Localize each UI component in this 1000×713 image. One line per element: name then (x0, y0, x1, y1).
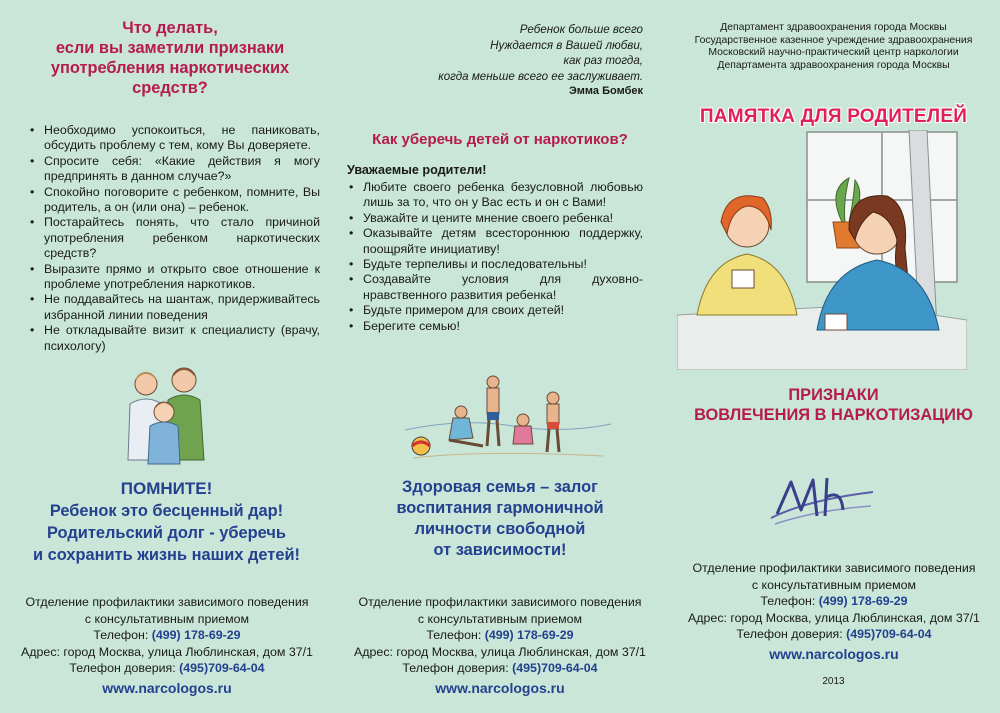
left-advice-list (28, 123, 320, 354)
list-item: • Постарайтесь понять, что стало причиной употребления ребенком наркотических средств? (28, 215, 320, 261)
list-item: • Спросите себя: «Какие действия я могу предпринять в данном случае?» (28, 154, 320, 185)
contact-address: Адрес: город Москва, улица Люблинская, дом 37/1 (21, 644, 313, 659)
website-link[interactable]: www.narcologos.ru (435, 679, 565, 696)
epigraph (373, 22, 643, 100)
contact-dept-line: Отделение профилактики зависимого поведения (358, 595, 642, 609)
contact-address: Адрес: город Москва, улица Люблинская, дом 37/1 (354, 644, 646, 659)
slogan-line: от зависимости! (433, 541, 567, 559)
contact-dept-line: Отделение профилактики зависимого поведения (25, 595, 309, 609)
subtitle-line: ВОВЛЕЧЕНИЯ В НАРКОТИЗАЦИЮ (694, 406, 973, 424)
slogan-line: личности свободной (414, 520, 586, 538)
contact-phone-row (341, 627, 659, 644)
remember-title: ПОМНИТЕ! (120, 479, 213, 498)
department-header (667, 22, 1000, 72)
slogan-line: Здоровая семья – залог (402, 478, 598, 496)
left-heading (20, 18, 320, 98)
contact-dept-line: Отделение профилактики зависимого поведения (692, 561, 976, 575)
contact-block-middle (341, 594, 659, 696)
contact-dept-line: с консультативным приемом (84, 611, 250, 626)
contact-address: Адрес: город Москва, улица Люблинская, дом 37/1 (688, 610, 980, 625)
department-line: Государственное казенное учреждение здравоохранения (694, 34, 973, 46)
epigraph-author: Эмма Бомбек (568, 85, 643, 98)
contact-dept-line: с консультативным приемом (417, 611, 583, 626)
trust-label: Телефон доверия: (736, 627, 847, 641)
list-item: • Любите своего ребенка безусловной любовью лишь за то, что он у Вас есть и он с Вами! (347, 180, 643, 211)
subtitle-block (667, 385, 1000, 425)
list-item: • Выразите прямо и открыто свое отношение к проблеме употребления наркотиков. (28, 262, 320, 293)
epigraph-line: Нуждается в Вашей любви, (490, 38, 643, 52)
remember-line: Ребенок это бесценный дар! (49, 502, 284, 520)
website-link[interactable]: www.narcologos.ru (102, 679, 232, 696)
mother-daughter-illustration (677, 130, 967, 370)
epigraph-line: как раз тогда, (563, 54, 643, 68)
phone-label: Телефон: (760, 594, 819, 608)
beach-family-illustration (403, 368, 613, 468)
middle-advice-list (347, 180, 643, 334)
department-line: Департамент здравоохранения города Москвы (720, 22, 947, 33)
list-item: • Оказывайте детям всестороннюю поддержку, поощряйте инициативу! (347, 226, 643, 257)
contact-block-right (675, 560, 993, 662)
contact-phone-row (8, 627, 326, 644)
trust-label: Телефон доверия: (69, 661, 180, 675)
phone-number: (499) 178-69-29 (151, 628, 241, 642)
trust-phone: (495)709-64-04 (179, 661, 265, 675)
contact-block-left (8, 594, 326, 696)
contact-dept-line: с консультативным приемом (751, 577, 917, 592)
left-heading-line: средств? (132, 79, 208, 97)
trust-phone: (495)709-64-04 (846, 627, 932, 641)
department-line: Московский научно-практический центр наркологии (708, 47, 959, 59)
list-item: • Необходимо успокоиться, не паниковать, обсудить проблему с тем, кому Вы доверяете. (28, 123, 320, 154)
greeting: Уважаемые родители! (347, 163, 487, 177)
list-item: • Не поддавайтесь на шантаж, придерживайтесь избранной линии поведения (28, 292, 320, 323)
publication-year: 2013 (822, 676, 845, 687)
epigraph-line: Ребенок больше всего (519, 23, 643, 36)
phone-number: (499) 178-69-29 (484, 628, 574, 642)
leaflet-title: ПАМЯТКА ДЛЯ РОДИТЕЛЕЙ (699, 106, 968, 127)
phone-number: (499) 178-69-29 (818, 594, 908, 608)
slogan-block (333, 477, 667, 561)
contact-phone-row (675, 593, 993, 610)
remember-block (10, 478, 323, 566)
list-item: • Спокойно поговорите с ребенком, помните, Вы родитель, а он (или она) – ребенок. (28, 185, 320, 216)
slogan-line: воспитания гармоничной (396, 499, 604, 517)
trust-phone: (495)709-64-04 (512, 661, 598, 675)
family-illustration (112, 360, 222, 470)
list-item: • Берегите семью! (347, 319, 643, 334)
left-panel (0, 0, 333, 713)
middle-panel (333, 0, 667, 713)
remember-line: и сохранить жизнь наших детей! (32, 546, 300, 564)
organization-logo (767, 470, 877, 532)
phone-label: Телефон: (426, 628, 485, 642)
contact-trust-row (8, 660, 326, 677)
epigraph-line: когда меньше всего ее заслуживает. (438, 69, 643, 83)
left-heading-line: если вы заметили признаки (55, 39, 285, 57)
list-item: • Не откладывайте визит к специалисту (врачу, психологу) (28, 323, 320, 354)
contact-trust-row (675, 626, 993, 643)
website-link[interactable]: www.narcologos.ru (769, 645, 899, 662)
list-item: • Уважайте и цените мнение своего ребенка! (347, 211, 643, 226)
list-item: • Создавайте условия для духовно-нравственного развития ребенка! (347, 272, 643, 303)
left-heading-line: Что делать, (122, 19, 218, 37)
subtitle-line: ПРИЗНАКИ (788, 386, 879, 404)
contact-trust-row (341, 660, 659, 677)
right-panel (667, 0, 1000, 713)
middle-heading: Как уберечь детей от наркотиков? (372, 131, 628, 148)
list-item: • Будьте примером для своих детей! (347, 303, 643, 318)
department-line: Департамента здравоохранения города Москвы (717, 59, 950, 71)
list-item: • Будьте терпеливы и последовательны! (347, 257, 643, 272)
remember-line: Родительский долг - уберечь (47, 524, 286, 542)
left-heading-line: употребления наркотических (50, 59, 290, 77)
phone-label: Телефон: (93, 628, 152, 642)
trust-label: Телефон доверия: (402, 661, 513, 675)
